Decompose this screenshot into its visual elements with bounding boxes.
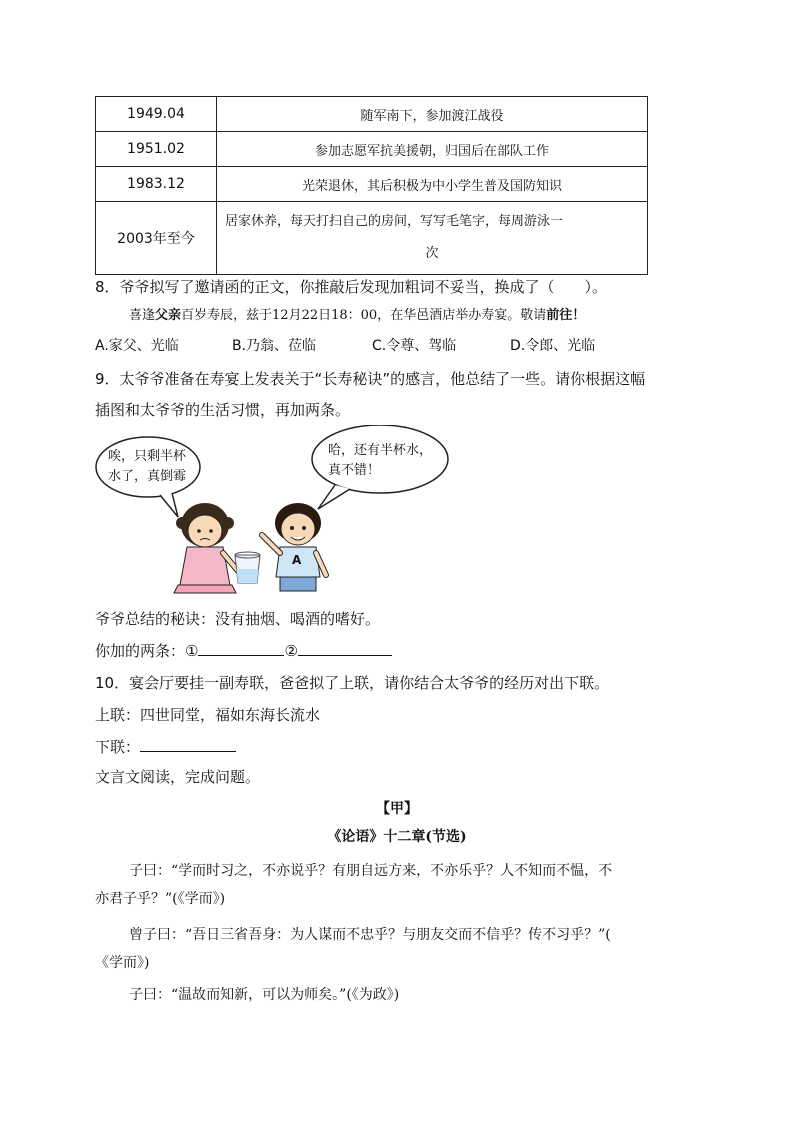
half-glass-illustration xyxy=(90,425,450,595)
water-glass-icon xyxy=(235,552,260,583)
boy-figure-icon xyxy=(262,503,326,591)
q10-lower-row xyxy=(95,736,236,757)
timeline-event: 参加志愿军抗美援朝，归国后在部队工作 xyxy=(217,132,648,167)
timeline-date: 1949.04 xyxy=(96,97,217,132)
reading-p2-line2: 《学而》) xyxy=(95,955,150,971)
boy-speech-line: 哈，还有半杯水， xyxy=(328,443,433,458)
q8-option-a: A.家父、光临 xyxy=(95,338,179,354)
timeline-event xyxy=(217,202,648,275)
table-row xyxy=(96,132,648,167)
invitation-text: ！ xyxy=(572,308,586,323)
girl-speech-line: 唉，只剩半杯 xyxy=(108,449,187,464)
shirt-letter: A xyxy=(292,553,302,567)
q8-stem: 8．爷爷拟写了邀请函的正文，你推敲后发现加粗词不妥当，换成了（ ）。 xyxy=(95,278,608,296)
table-row xyxy=(96,167,648,202)
timeline-event-line: 次 xyxy=(425,246,439,261)
reading-intro: 文言文阅读，完成问题。 xyxy=(95,768,261,786)
reading-title: 《论语》十二章(节选) xyxy=(327,829,467,845)
bubble-tail-icon xyxy=(160,493,178,517)
invitation-bold-word: 前往 xyxy=(546,308,573,323)
q9-stem-line2: 插图和太爷爷的生活习惯，再加两条。 xyxy=(95,401,351,419)
invitation-bold-word: 父亲 xyxy=(155,308,182,323)
answer-mark-2: ② xyxy=(284,642,298,660)
timeline-table xyxy=(95,96,648,275)
reading-p1-line1: 子曰：“学而时习之，不亦说乎？有朋自远方来，不亦乐乎？人不知而不愠，不 xyxy=(129,863,613,879)
q9-stem-line1: 9．太爷爷准备在寿宴上发表关于“长寿秘诀”的感言，他总结了一些。请你根据这幅 xyxy=(95,370,646,388)
timeline-date: 2003年至今 xyxy=(96,202,217,275)
timeline-event: 随军南下，参加渡江战役 xyxy=(217,97,648,132)
q10-stem: 10．宴会厅要挂一副寿联，爸爸拟了上联，请你结合太爷爷的经历对出下联。 xyxy=(95,674,610,692)
boy-speech-text xyxy=(328,441,432,481)
timeline-event: 光荣退休，其后积极为中小学生普及国防知识 xyxy=(217,167,648,202)
table-row xyxy=(96,202,648,275)
q10-lower-label: 下联： xyxy=(95,738,141,756)
timeline-event-line: 居家休养，每天打扫自己的房间，写写毛笔字，每周游泳一 xyxy=(225,214,564,229)
q8-option-d: D.令郎、光临 xyxy=(510,338,596,354)
reading-p1-line2: 亦君子乎？”(《学而》) xyxy=(95,891,226,907)
reading-p2-line1: 曾子曰：“吾日三省吾身：为人谋而不忠乎？与朋友交而不信乎？传不习乎？”( xyxy=(129,927,611,943)
girl-speech-text xyxy=(108,447,186,487)
reading-p3: 子曰：“温故而知新，可以为师矣。”(《为政》) xyxy=(129,987,400,1003)
timeline-date: 1951.02 xyxy=(96,132,217,167)
q8-invitation xyxy=(129,304,585,323)
reading-label: 【甲】 xyxy=(376,801,418,817)
answer-blank-1[interactable] xyxy=(198,641,284,656)
invitation-text: 百岁寿辰，兹于12月22日18：00，在华邑酒店举办寿宴。敬请 xyxy=(181,308,547,323)
timeline-date: 1983.12 xyxy=(96,167,217,202)
q9-add-label: 你加的两条： xyxy=(95,642,186,660)
answer-blank-lower[interactable] xyxy=(140,737,236,752)
girl-figure-icon xyxy=(174,503,238,593)
q9-answer-row xyxy=(95,640,392,661)
bubble-tail-icon xyxy=(318,485,350,509)
invitation-text: 喜逢 xyxy=(129,308,156,323)
q9-secret: 爷爷总结的秘诀：没有抽烟、喝酒的嗜好。 xyxy=(95,610,381,628)
q10-upper-couplet: 上联：四世同堂，福如东海长流水 xyxy=(95,706,321,724)
table-row xyxy=(96,97,648,132)
q8-option-c: C.令尊、驾临 xyxy=(372,338,457,354)
answer-mark-1: ① xyxy=(185,642,199,660)
girl-speech-line: 水了，真倒霉 xyxy=(108,469,187,484)
boy-speech-line: 真不错！ xyxy=(328,463,381,478)
q8-option-b: B.乃翁、莅临 xyxy=(232,338,317,354)
answer-blank-2[interactable] xyxy=(298,641,392,656)
